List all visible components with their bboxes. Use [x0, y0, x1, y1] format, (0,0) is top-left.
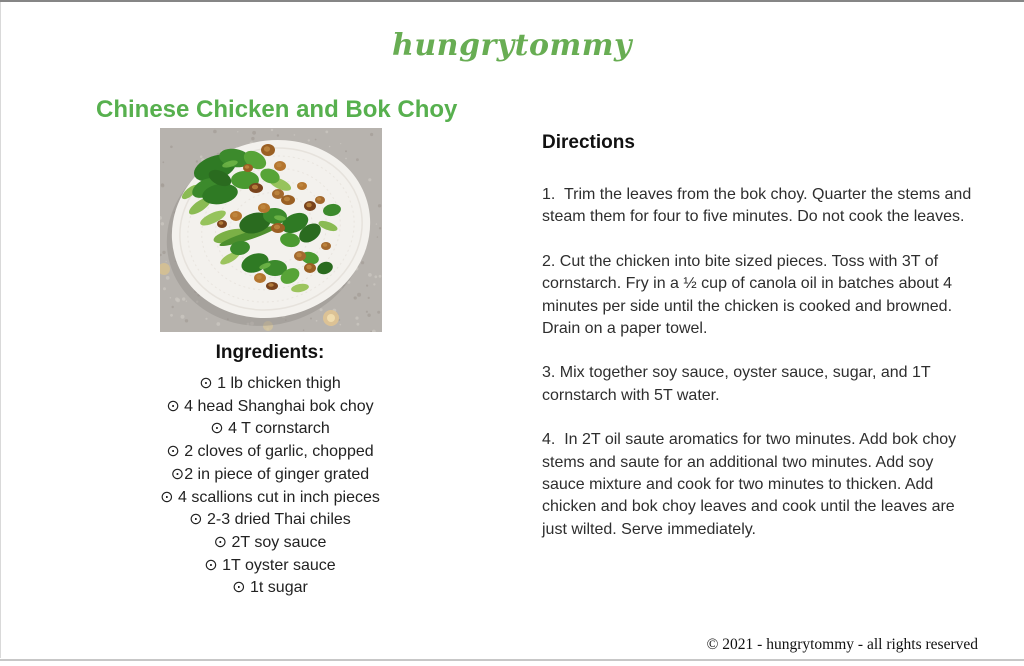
ingredients-section [100, 342, 440, 600]
ingredient-item: ⊙ 4 scallions cut in inch pieces [160, 488, 380, 506]
recipe-photo [160, 128, 382, 332]
ingredient-item: ⊙ 2T soy sauce [213, 533, 327, 551]
ingredient-item: ⊙ 4 head Shanghai bok choy [166, 397, 374, 415]
copyright-footer: © 2021 - hungrytommy - all rights reserved [706, 636, 978, 653]
dish-photo-illustration [160, 128, 382, 332]
ingredient-item: ⊙ 1t sugar [232, 579, 308, 597]
direction-step: 2. Cut the chicken into bite sized pieces. Toss with 3T of cornstarch. Fry in a ½ cup of canola oil in batches about 4 minutes per side until the chicken is cooked and browned. Drain on a paper towel. [542, 252, 957, 338]
ingredients-list [100, 373, 440, 600]
site-logo: hungrytommy [392, 28, 632, 63]
page-left-edge [0, 2, 1, 658]
recipe-title: Chinese Chicken and Bok Choy [96, 96, 458, 123]
ingredient-item: ⊙ 1 lb chicken thigh [199, 375, 341, 392]
direction-step: 4. In 2T oil saute aromatics for two minutes. Add bok choy stems and saute for an additional two minutes. Add soy sauce mixture and cook for two minutes to thicken. Add chicken and bok choy leaves and cook until the leaves are just wilted. Serve immediately. [542, 431, 961, 538]
directions-section [542, 132, 978, 563]
page-bottom-edge [0, 659, 1024, 661]
ingredient-item: ⊙ 2 cloves of garlic, chopped [166, 443, 374, 461]
ingredient-item: ⊙2 in piece of ginger grated [170, 465, 370, 483]
ingredient-item: ⊙ 4 T cornstarch [210, 420, 330, 438]
direction-step: 3. Mix together soy sauce, oyster sauce, sugar, and 1T cornstarch with 5T water. [542, 364, 935, 404]
directions-steps [542, 184, 978, 541]
ingredients-heading: Ingredients: [215, 342, 325, 363]
directions-heading: Directions [542, 132, 635, 153]
ingredient-item: ⊙ 2-3 dried Thai chiles [189, 511, 351, 529]
direction-step: 1. Trim the leaves from the bok choy. Quarter the stems and steam them for four to five minutes. Do not cook the leaves. [542, 186, 976, 226]
ingredient-item: ⊙ 1T oyster sauce [204, 556, 336, 574]
